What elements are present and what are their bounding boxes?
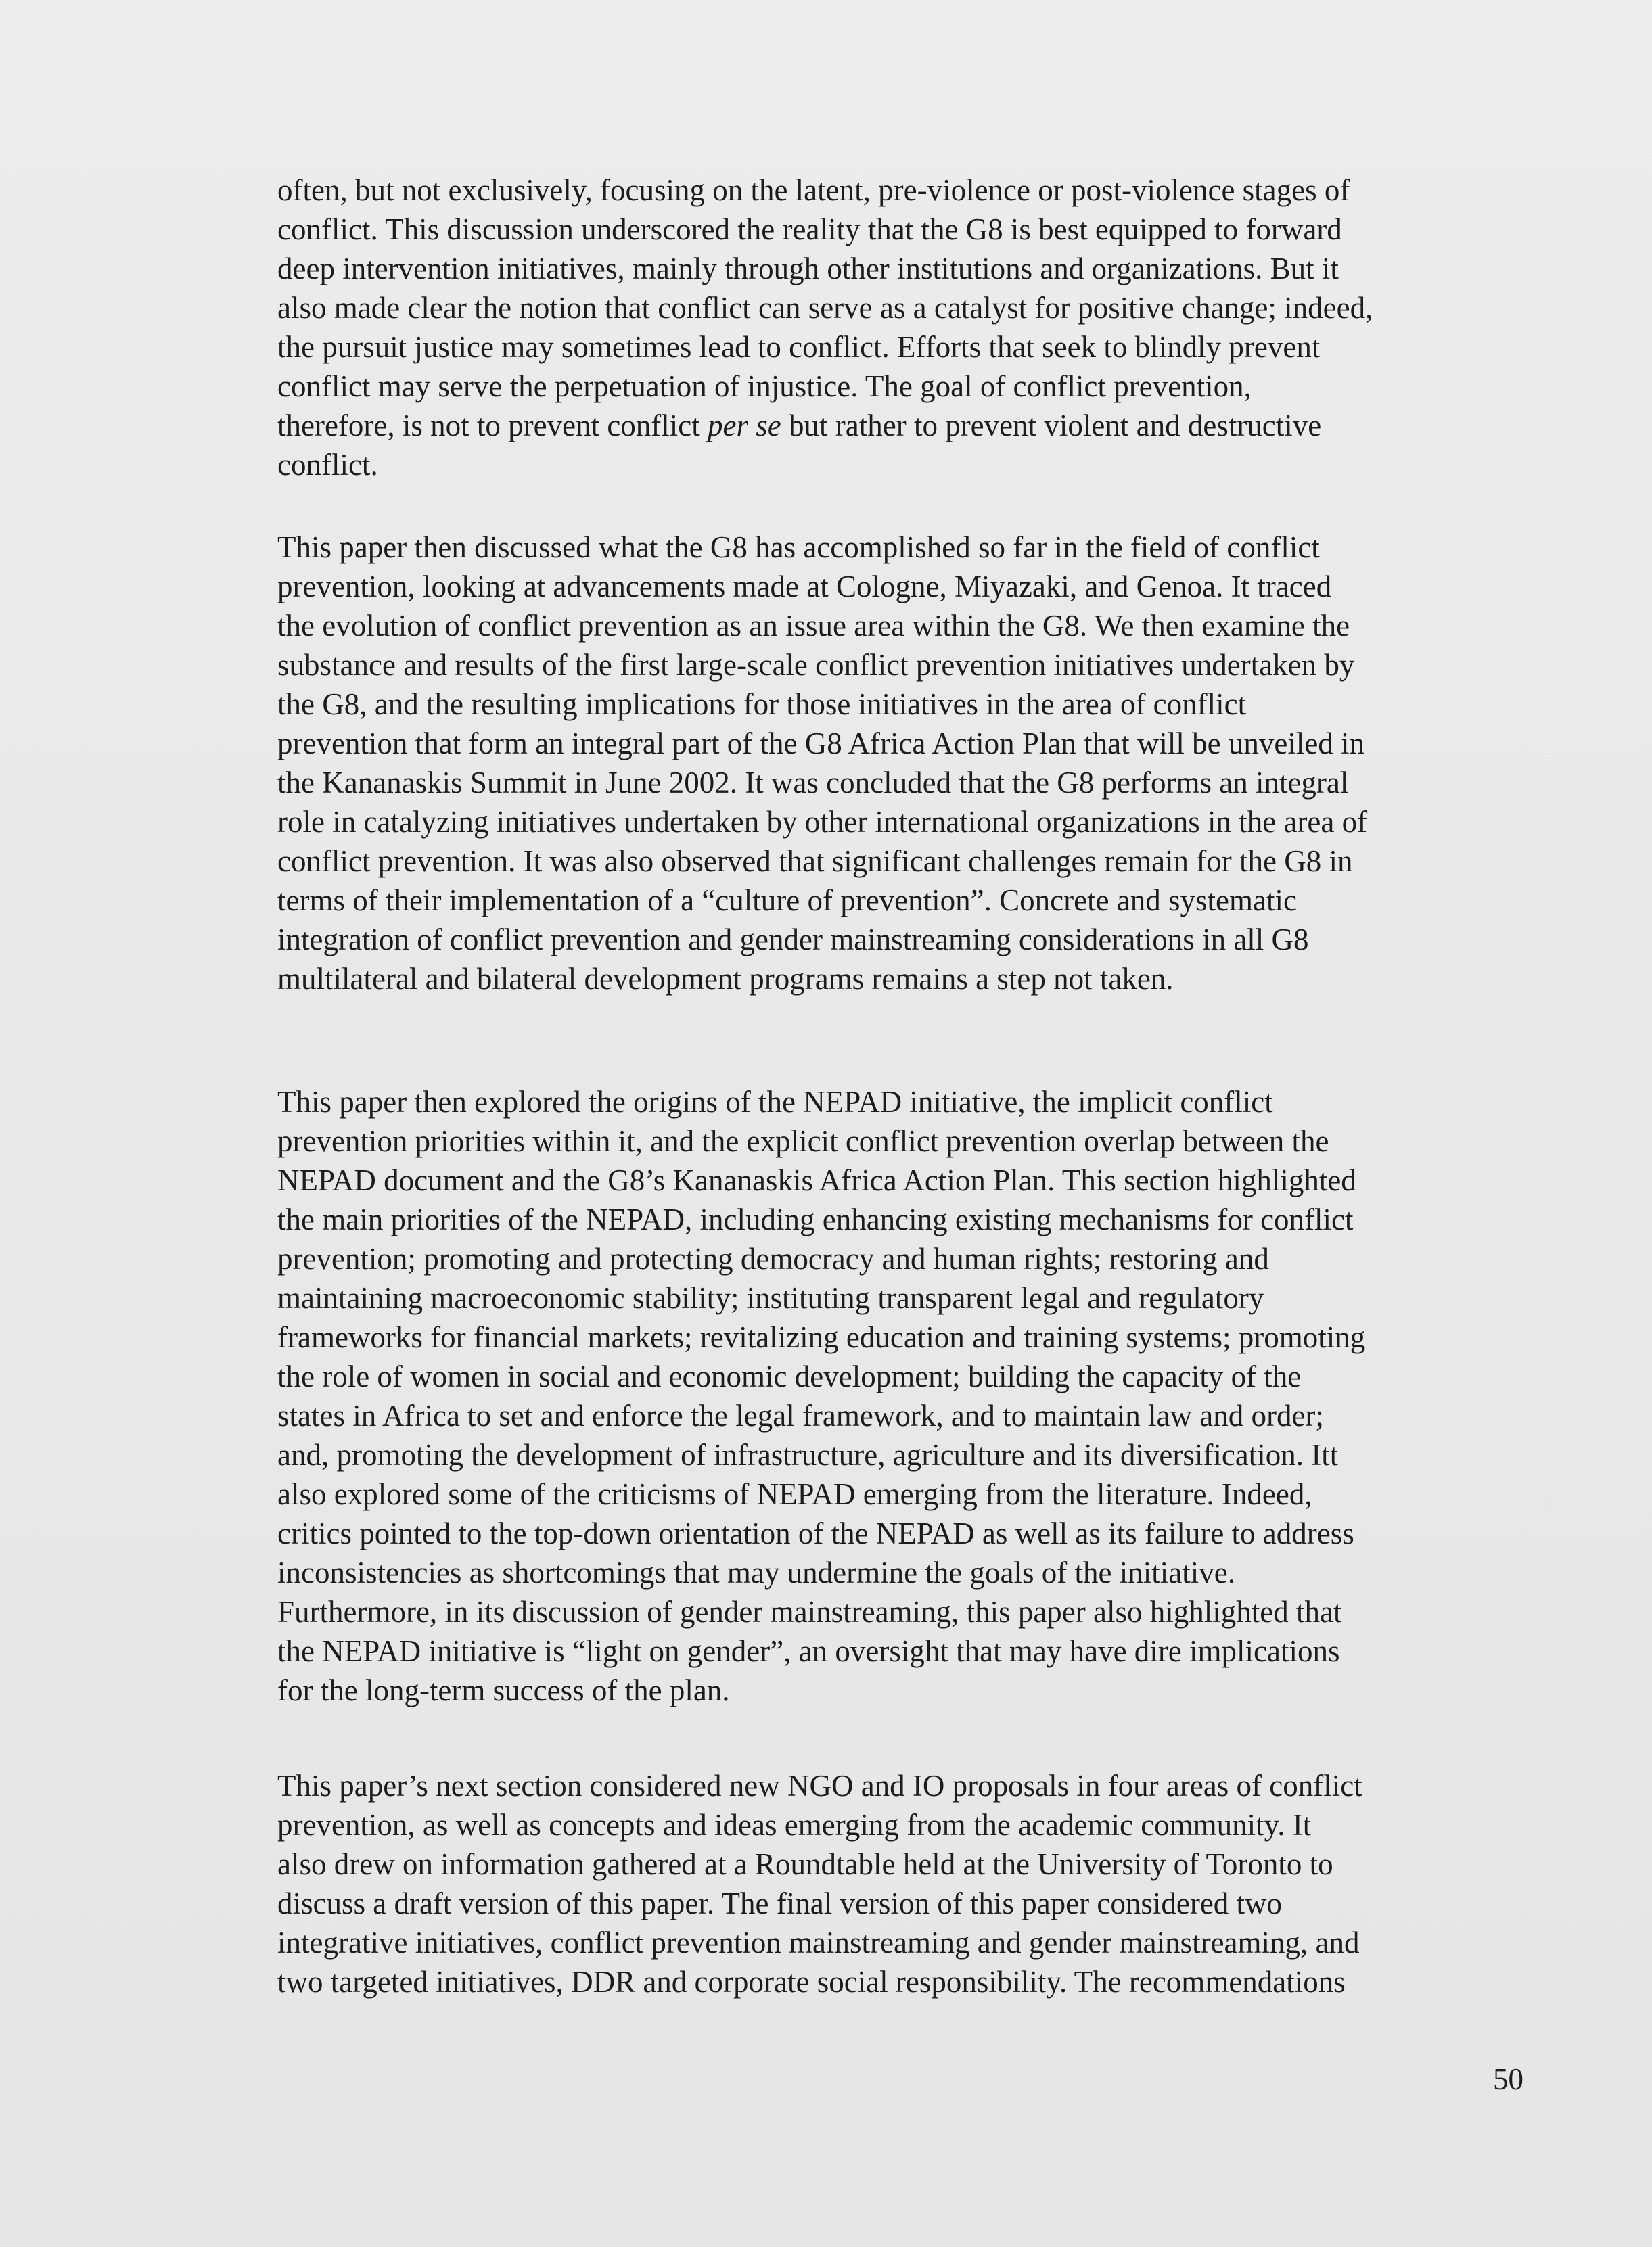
text-line: multilateral and bilateral development programs remains a step not taken.: [277, 962, 1174, 996]
italic-term: per se: [708, 409, 781, 442]
text-line: substance and results of the first large-scale conflict prevention initiatives undertaken by: [277, 648, 1355, 682]
text-line: inconsistencies as shortcomings that may undermine the goals of the initiative.: [277, 1556, 1235, 1590]
text-line: the evolution of conflict prevention as an issue area within the G8. We then examine the: [277, 609, 1350, 643]
text-line: integration of conflict prevention and gender mainstreaming considerations in all G8: [277, 923, 1309, 956]
text-line: for the long-term success of the plan.: [277, 1673, 730, 1707]
text-line: the G8, and the resulting implications for those initiatives in the area of conflict: [277, 687, 1247, 721]
text-line: This paper then explored the origins of the NEPAD initiative, the implicit conflict: [277, 1085, 1273, 1119]
text-run: but rather to prevent violent and destructive: [781, 409, 1322, 442]
text-line: conflict.: [277, 448, 378, 482]
text-line: discuss a draft version of this paper. The final version of this paper considered two: [277, 1886, 1283, 1920]
text-line: often, but not exclusively, focusing on the latent, pre-violence or post-violence stages of: [277, 173, 1350, 207]
text-line: also explored some of the criticisms of NEPAD emerging from the literature. Indeed,: [277, 1477, 1312, 1511]
paragraph-g8-accomplishments: [277, 528, 1522, 998]
text-line: the Kananaskis Summit in June 2002. It was concluded that the G8 performs an integral: [277, 766, 1349, 800]
text-line: conflict prevention. It was also observed that significant challenges remain for the G8 in: [277, 844, 1353, 878]
text-run: therefore, is not to prevent conflict: [277, 409, 708, 442]
text-line: This paper’s next section considered new NGO and IO proposals in four areas of conflict: [277, 1769, 1362, 1803]
text-line: prevention, looking at advancements made at Cologne, Miyazaki, and Genoa. It traced: [277, 570, 1332, 603]
text-line: prevention; promoting and protecting democracy and human rights; restoring and: [277, 1242, 1269, 1276]
page-number: 50: [1493, 2062, 1523, 2096]
text-line: deep intervention initiatives, mainly through other institutions and organizations. But it: [277, 252, 1339, 285]
text-line: states in Africa to set and enforce the legal framework, and to maintain law and order;: [277, 1399, 1324, 1433]
text-line: role in catalyzing initiatives undertaken by other international organizations in the area of: [277, 805, 1368, 839]
text-line: integrative initiatives, conflict prevention mainstreaming and gender mainstreaming, and: [277, 1926, 1360, 1960]
text-line: This paper then discussed what the G8 has accomplished so far in the field of conflict: [277, 530, 1320, 564]
text-line: maintaining macroeconomic stability; instituting transparent legal and regulatory: [277, 1281, 1264, 1315]
text-line: frameworks for financial markets; revitalizing education and training systems; promoting: [277, 1320, 1366, 1354]
text-line: conflict. This discussion underscored the reality that the G8 is best equipped to forward: [277, 212, 1342, 246]
paragraph-ngo-io-proposals: [277, 1766, 1522, 2001]
text-line: terms of their implementation of a “culture of prevention”. Concrete and systematic: [277, 883, 1297, 917]
text-line: the pursuit justice may sometimes lead to conflict. Efforts that seek to blindly prevent: [277, 330, 1321, 364]
text-line: NEPAD document and the G8’s Kananaskis Africa Action Plan. This section highlighted: [277, 1163, 1356, 1197]
paragraph-nepad-origins: [277, 1082, 1522, 1710]
text-line: Furthermore, in its discussion of gender mainstreaming, this paper also highlighted that: [277, 1595, 1342, 1629]
text-line: also drew on information gathered at a Roundtable held at the University of Toronto to: [277, 1847, 1333, 1881]
text-line: the main priorities of the NEPAD, including enhancing existing mechanisms for conflict: [277, 1203, 1354, 1236]
text-line: two targeted initiatives, DDR and corporate social responsibility. The recommendations: [277, 1965, 1346, 1999]
text-line: conflict may serve the perpetuation of injustice. The goal of conflict prevention,: [277, 369, 1252, 403]
text-line: the NEPAD initiative is “light on gender”, an oversight that may have dire implications: [277, 1634, 1340, 1668]
text-line: prevention that form an integral part of the G8 Africa Action Plan that will be unveiled in: [277, 726, 1365, 760]
text-line: the role of women in social and economic development; building the capacity of the: [277, 1360, 1302, 1393]
paragraph-conflict-nature: [277, 170, 1522, 484]
text-line: prevention, as well as concepts and ideas emerging from the academic community. It: [277, 1808, 1312, 1842]
text-line: also made clear the notion that conflict can serve as a catalyst for positive change; indeed,: [277, 291, 1373, 325]
text-line: and, promoting the development of infrastructure, agriculture and its diversification. Itt: [277, 1438, 1339, 1472]
text-line: critics pointed to the top-down orientation of the NEPAD as well as its failure to address: [277, 1516, 1354, 1550]
text-line-with-italic: [277, 406, 1522, 445]
text-line: prevention priorities within it, and the explicit conflict prevention overlap between the: [277, 1124, 1329, 1158]
